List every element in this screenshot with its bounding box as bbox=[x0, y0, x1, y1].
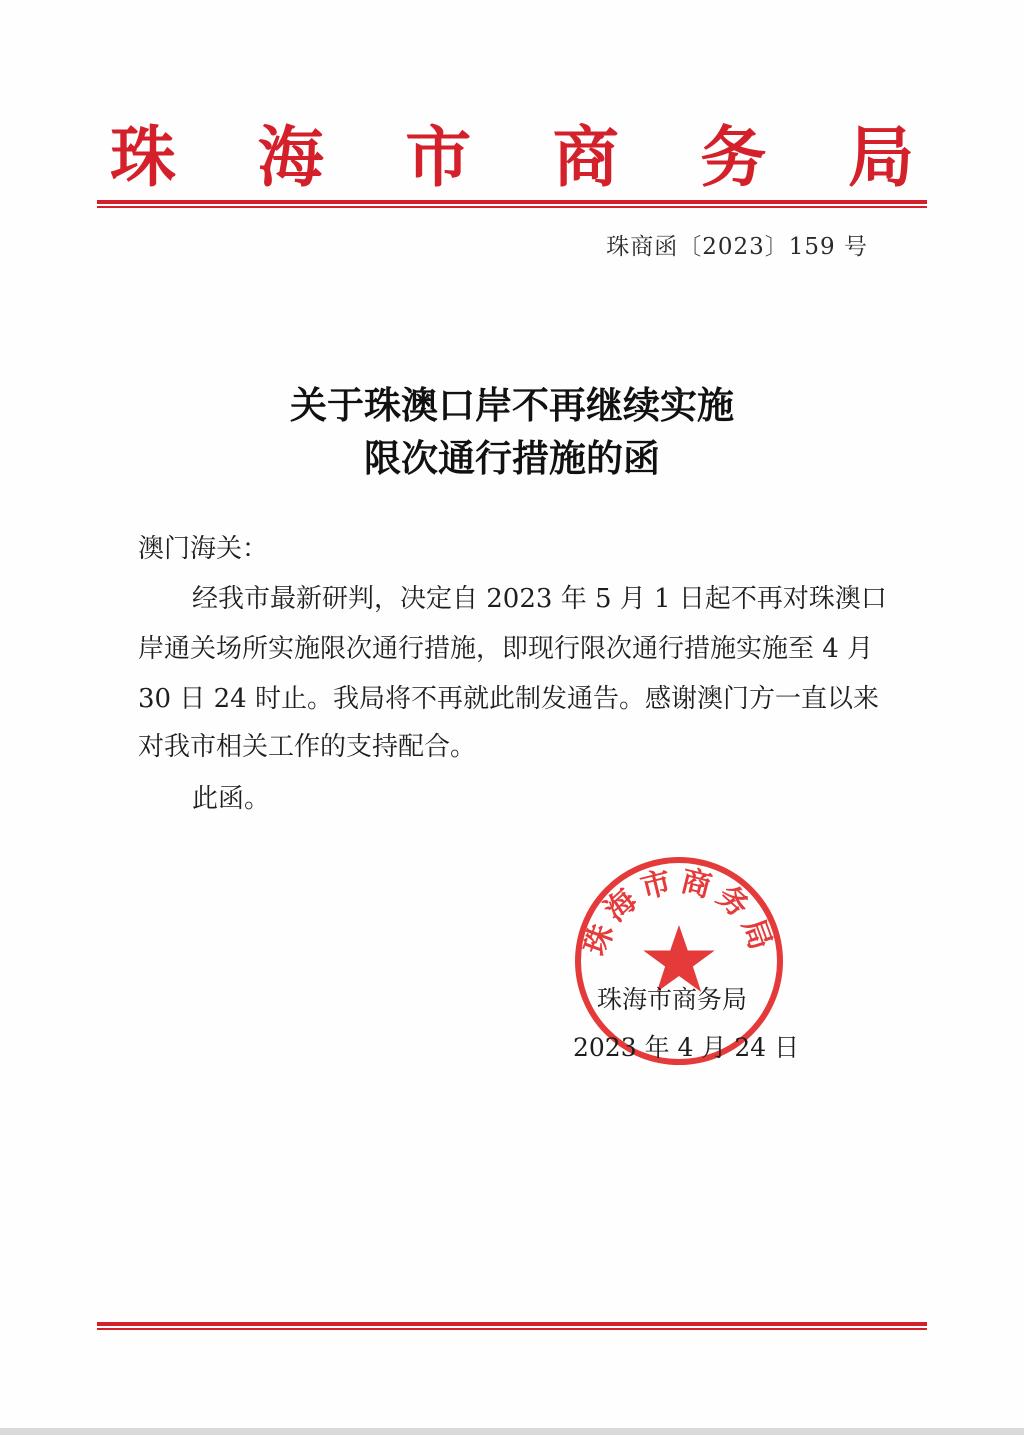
letterhead-rule-thin bbox=[97, 206, 927, 208]
footer-rule-thin bbox=[97, 1328, 927, 1330]
document-number: 珠商函〔2023〕159 号 bbox=[606, 234, 868, 260]
letterhead-char: 市 bbox=[405, 118, 472, 196]
letterhead-char: 务 bbox=[700, 118, 767, 196]
letterhead-char: 海 bbox=[257, 118, 324, 196]
seal-text: 珠海市商务局 bbox=[577, 863, 781, 961]
letterhead-char: 珠 bbox=[110, 118, 176, 196]
signature-date: 2023 年 4 月 24 日 bbox=[573, 1033, 800, 1062]
closing-text: 此函。 bbox=[192, 784, 271, 814]
letterhead-rule-thick bbox=[97, 200, 927, 204]
document-title-line-1: 关于珠澳口岸不再继续实施 bbox=[290, 384, 734, 427]
body-paragraph-line: 30 日 24 时止。我局将不再就此制发通告。感谢澳门方一直以来 bbox=[138, 684, 879, 714]
footer-rule-thick bbox=[97, 1322, 927, 1326]
body-paragraph-line: 对我市相关工作的支持配合。 bbox=[138, 732, 477, 762]
salutation: 澳门海关： bbox=[138, 534, 269, 564]
document-title-line-2: 限次通行措施的函 bbox=[364, 437, 660, 480]
body-paragraph-line: 岸通关场所实施限次通行措施，即现行限次通行措施实施至 4 月 bbox=[138, 634, 874, 664]
letterhead-char: 局 bbox=[847, 118, 914, 196]
body-paragraph-line: 经我市最新研判，决定自 2023 年 5 月 1 日起不再对珠澳口 bbox=[192, 584, 887, 614]
letterhead-char: 商 bbox=[552, 118, 619, 196]
letterhead-title bbox=[98, 118, 926, 196]
signature-organization: 珠海市商务局 bbox=[597, 985, 748, 1014]
page-bottom-edge bbox=[0, 1428, 1024, 1435]
